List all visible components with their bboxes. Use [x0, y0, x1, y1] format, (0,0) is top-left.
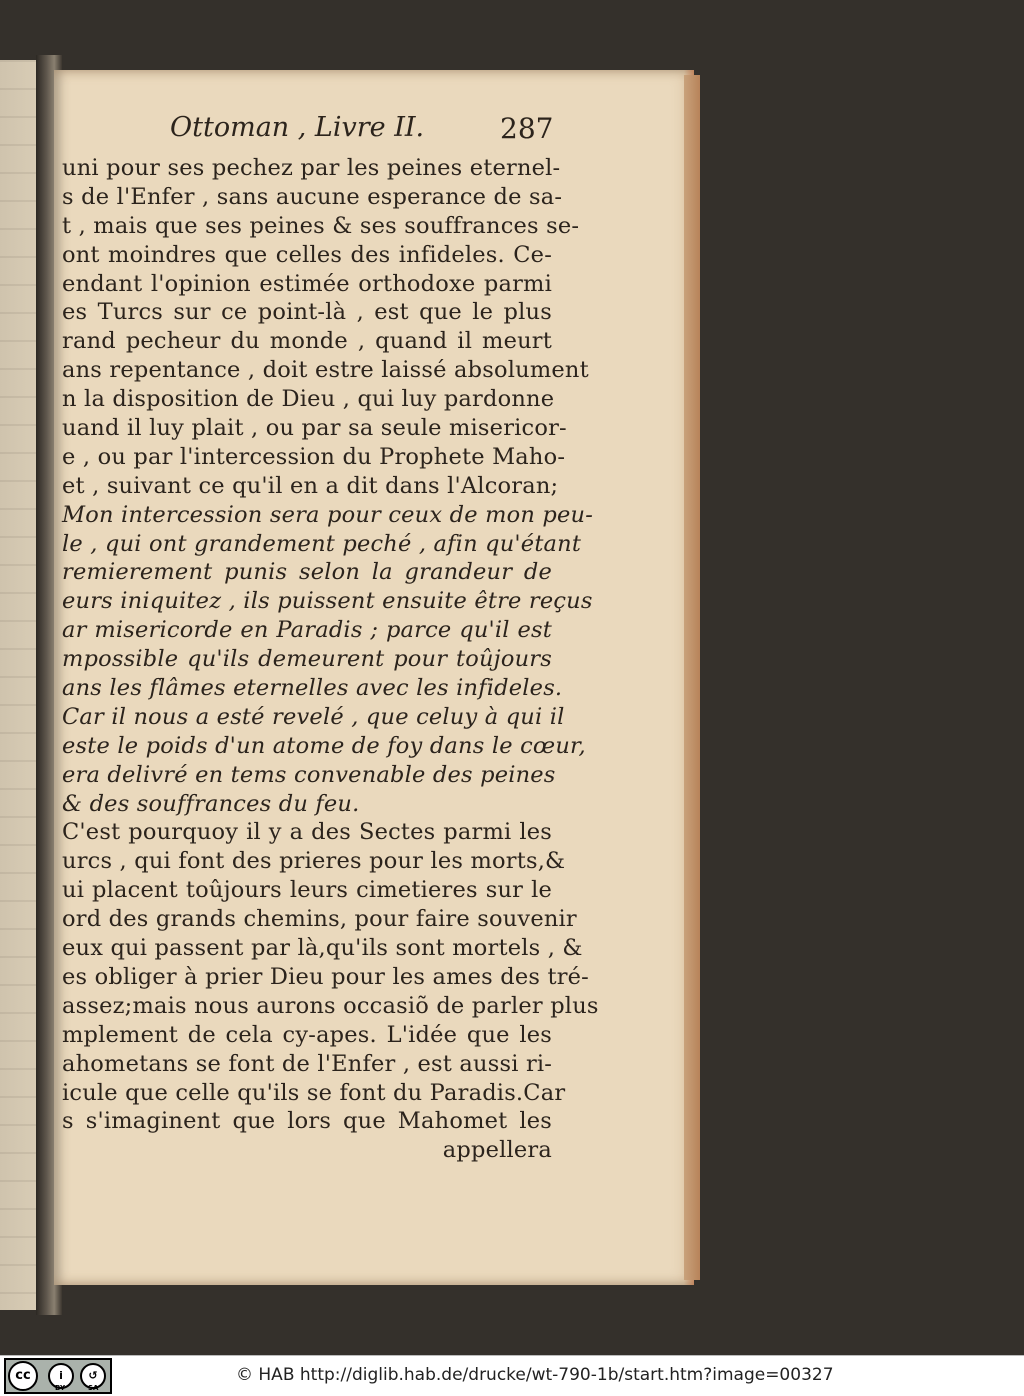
- sa-label: SA: [88, 1384, 99, 1392]
- text-line: ui placent toûjours leurs cimetieres sur le: [62, 877, 552, 904]
- quote-line: era delivré en tems convenable des peines: [62, 761, 556, 788]
- cc-icon: cc: [8, 1361, 38, 1391]
- text-line: rand pecheur du monde , quand il meurt: [62, 328, 552, 355]
- text-line: n la disposition de Dieu , qui luy pardonne: [62, 386, 555, 413]
- text-line: s de l'Enfer , sans aucune esperance de sa-: [62, 183, 563, 210]
- text-line: mplement de cela cy-apes. L'idée que les: [62, 1021, 552, 1048]
- page-number: 287: [500, 112, 554, 145]
- text-line: uni pour ses pechez par les peines eternel-: [62, 155, 561, 181]
- quote-line: ans les flâmes eternelles avec les infideles.: [62, 675, 563, 702]
- quote-line: mpossible qu'ils demeurent pour toûjours: [62, 646, 552, 673]
- text-line: et , suivant ce qu'il en a dit dans l'Alcoran;: [62, 472, 559, 499]
- catchword: appellera: [442, 1137, 552, 1164]
- quote-line: Mon intercession sera pour ceux de mon peu-: [62, 501, 594, 528]
- text-line: s s'imaginent que lors que Mahomet les: [62, 1108, 552, 1135]
- quote-line: Car il nous a esté revelé , que celuy à qui il: [62, 703, 565, 730]
- text-line: es Turcs sur ce point-là , est que le plus: [62, 299, 552, 326]
- text-line: icule que celle qu'ils se font du Paradis.Car: [62, 1079, 566, 1106]
- text-line: es obliger à prier Dieu pour les ames des tré-: [62, 963, 589, 990]
- text-line: endant l'opinion estimée orthodoxe parmi: [62, 270, 552, 297]
- text-line: t , mais que ses peines & ses souffrances se-: [62, 212, 580, 239]
- text-line: ans repentance , doit estre laissé absolument: [62, 357, 589, 384]
- attribution-icon: i: [48, 1363, 74, 1389]
- quote-line: este le poids d'un atome de foy dans le cœur,: [62, 732, 586, 759]
- quote-line: remierement punis selon la grandeur de: [62, 559, 552, 586]
- quote-line: le , qui ont grandement peché , afin qu'étant: [62, 530, 582, 557]
- by-label: BY: [55, 1384, 66, 1392]
- quote-line: & des souffrances du feu.: [62, 790, 360, 817]
- text-line: ord des grands chemins, pour faire souvenir: [62, 906, 577, 933]
- body-text: [62, 154, 599, 1165]
- source-credit-link[interactable]: © HAB http://diglib.hab.de/drucke/wt-790-1b/start.htm?image=00327: [236, 1365, 834, 1385]
- footer-bar: [0, 1355, 1024, 1396]
- page-fore-edge: [684, 75, 700, 1280]
- text-line: uand il luy plait , ou par sa seule misericor-: [62, 415, 567, 442]
- quote-line: eurs iniquitez , ils puissent ensuite être reçus: [62, 588, 593, 615]
- text-line: C'est pourquoy il y a des Sectes parmi les: [62, 819, 552, 846]
- text-line: ahometans se font de l'Enfer , est aussi ri-: [62, 1050, 553, 1077]
- text-line: urcs , qui font des prieres pour les morts,&: [62, 848, 566, 875]
- text-line: e , ou par l'intercession du Prophete Maho-: [62, 443, 566, 470]
- share-alike-icon: ↺: [80, 1363, 106, 1389]
- text-line: assez;mais nous aurons occasiõ de parler plus: [62, 992, 599, 1019]
- text-line: ont moindres que celles des infideles. Ce-: [62, 241, 552, 268]
- quote-line: ar misericorde en Paradis ; parce qu'il est: [62, 617, 552, 644]
- text-line: eux qui passent par là,qu'ils sont mortels , &: [62, 935, 583, 962]
- running-head: Ottoman , Livre II.: [170, 112, 425, 143]
- cc-license-badge[interactable]: [4, 1358, 112, 1394]
